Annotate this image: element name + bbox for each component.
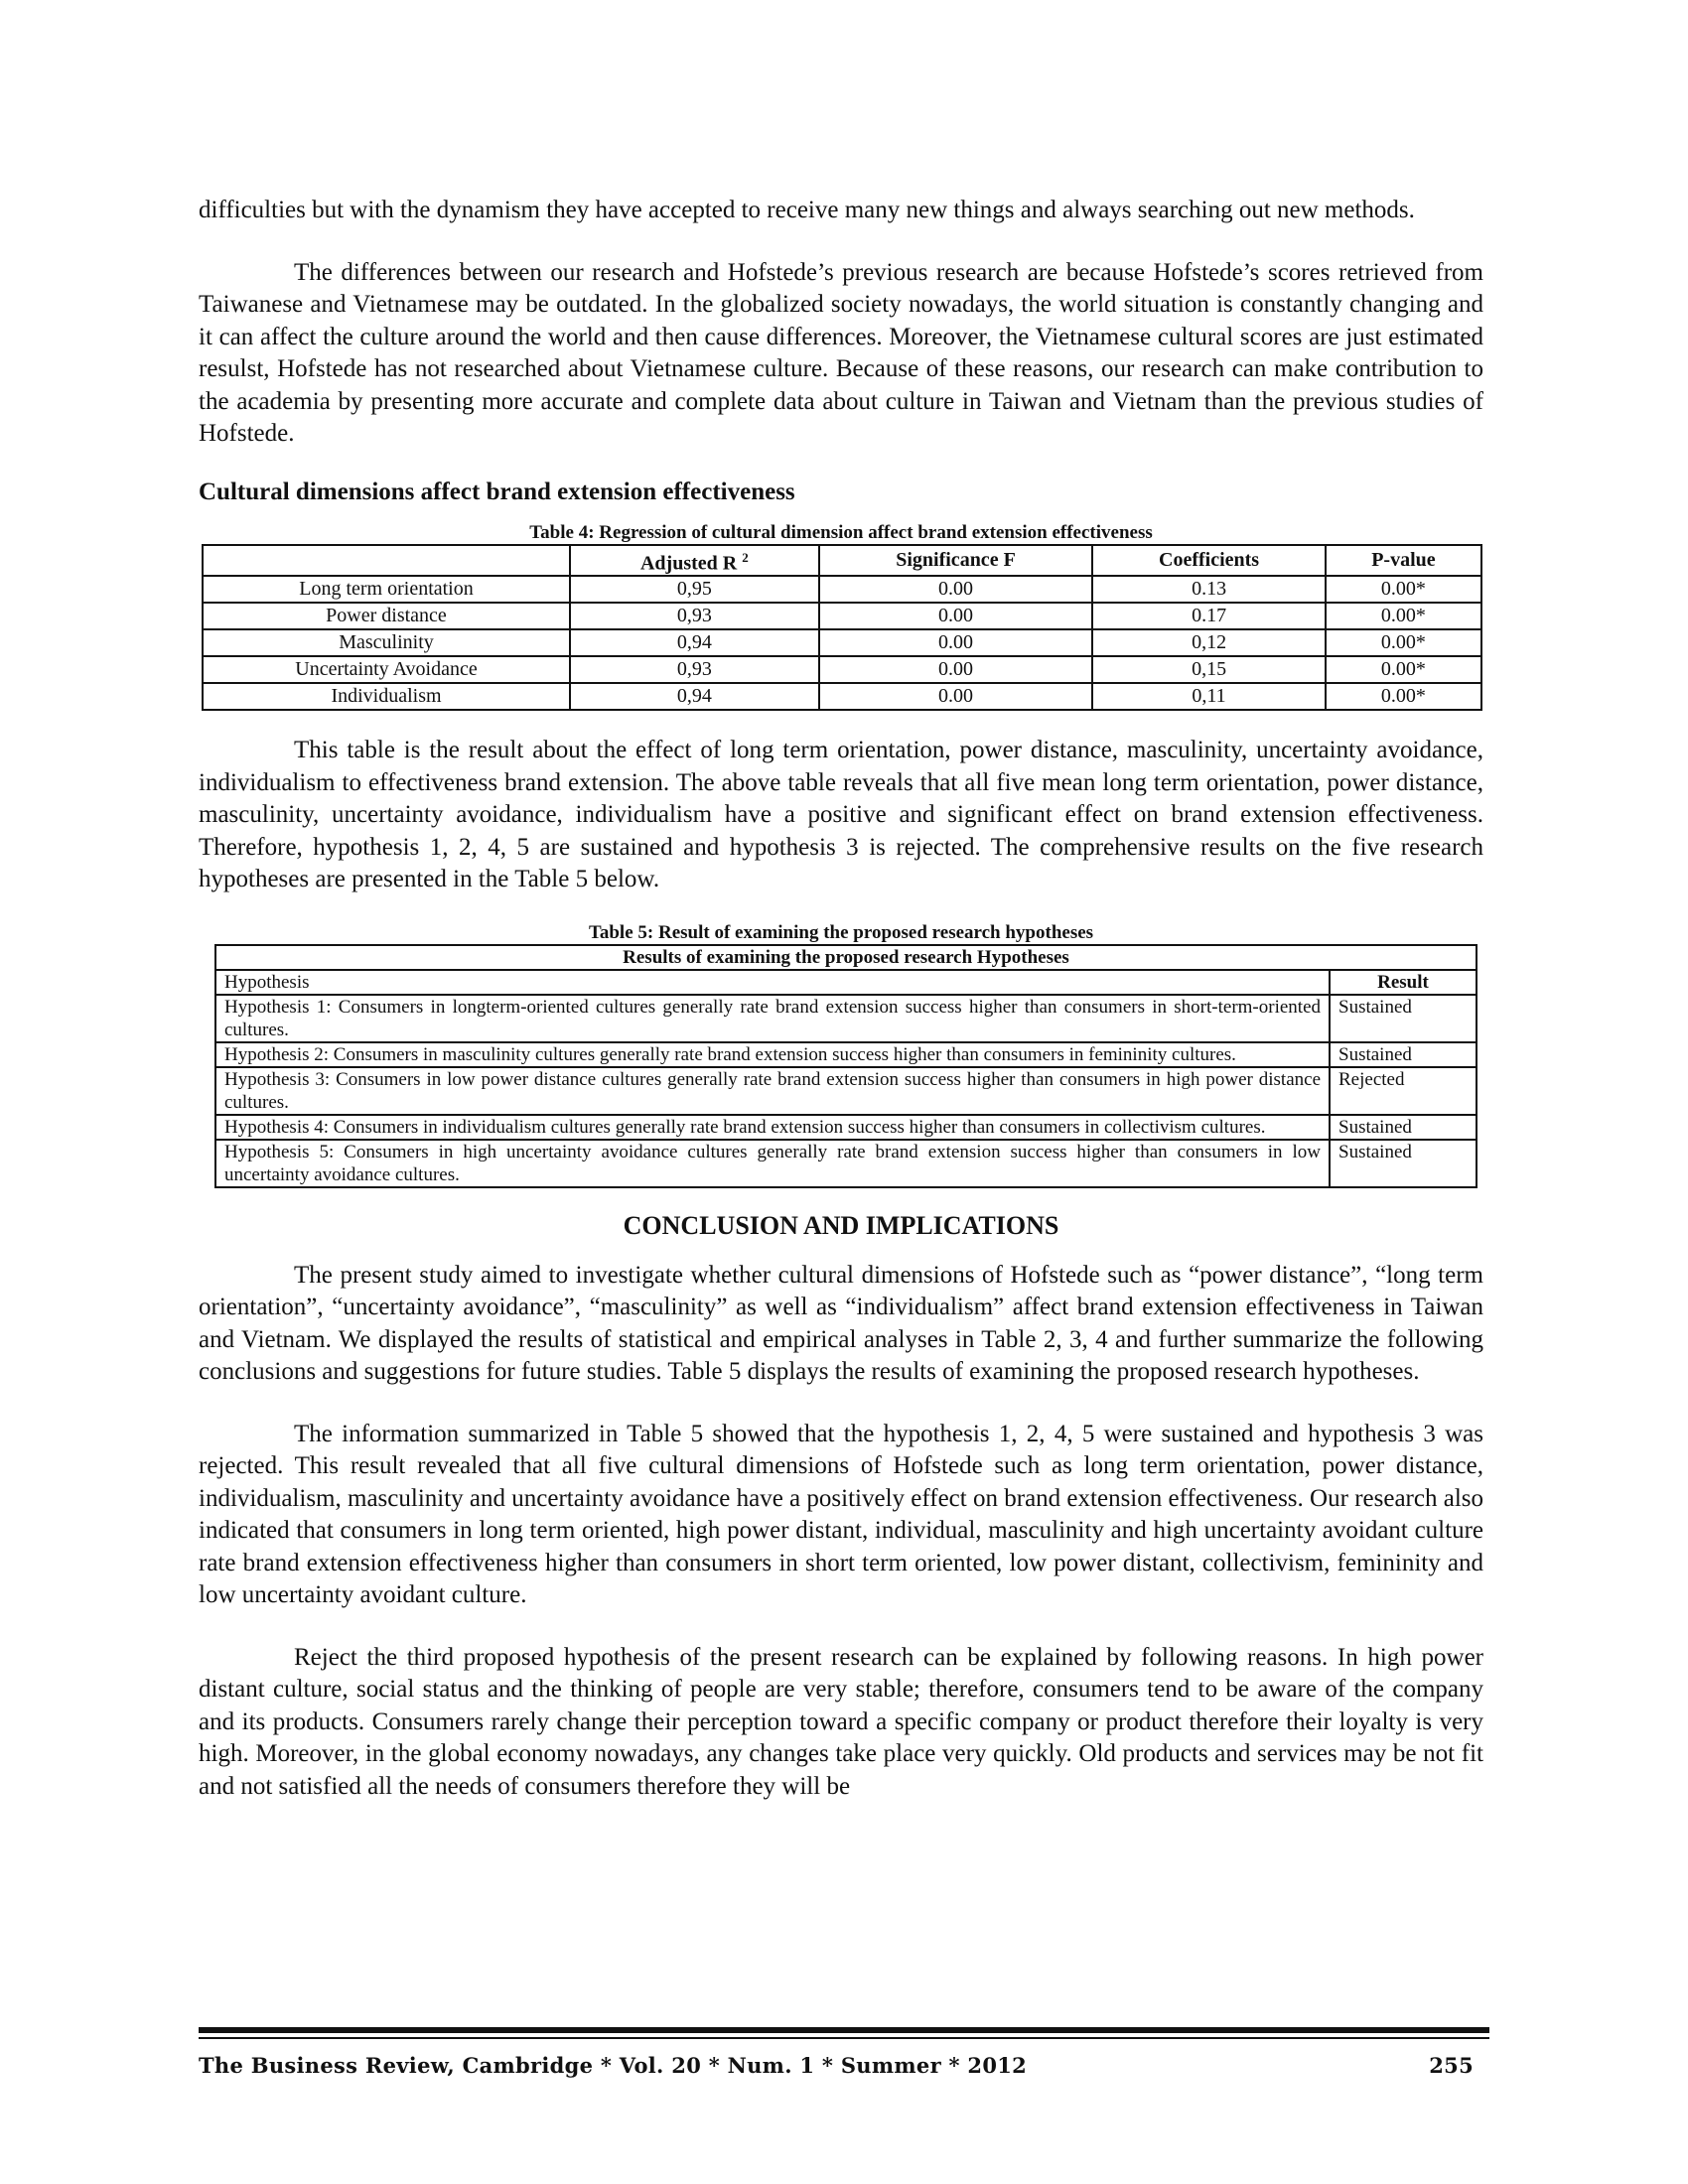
page-body <box>199 195 1483 1803</box>
table-cell: Sustained <box>1330 995 1477 1042</box>
table-cell: Rejected <box>1330 1067 1477 1115</box>
table-cell: 0,12 <box>1092 629 1326 656</box>
subheading-cultural-dimensions: Cultural dimensions affect brand extension effectiveness <box>199 478 795 505</box>
paragraph-conclusion-summary: The information summarized in Table 5 showed that the hypothesis 1, 2, 4, 5 were sustained and hypothesis 3 was rejected. This result revealed that all five cultural dimensions of Hofstede such as long term orientation, power distance, individualism, masculinity and uncertainty avoidance have a positively effect on brand extension effectiveness. Our research also indicated that consumers in long term oriented, high power distant, individual, masculinity and high uncertainty avoidant culture rate brand extension effectiveness higher than consumers in short term oriented, low power distant, collectivism, femininity and low uncertainty avoidant culture. <box>199 1420 1483 1609</box>
table-cell: 0,15 <box>1092 656 1326 683</box>
paragraph-conclusion-intro: The present study aimed to investigate whether cultural dimensions of Hofstede such as “power distance”, “long term orientation”, “uncertainty avoidance”, “masculinity” as well as “individualism” affect brand extension effectiveness in Taiwan and Vietnam. We displayed the results of statistical and empirical analyses in Table 2, 3, 4 and further summarize the following conclusions and suggestions for future studies. Table 5 displays the results of examining the proposed research hypotheses. <box>199 1261 1483 1386</box>
table-cell: 0,93 <box>570 603 819 629</box>
table5-span-header: Results of examining the proposed research Hypotheses <box>215 945 1477 970</box>
table-cell: 0.00 <box>819 656 1093 683</box>
table-cell: Uncertainty Avoidance <box>203 656 570 683</box>
table-cell: Sustained <box>1330 1042 1477 1067</box>
table-cell: Hypothesis 3: Consumers in low power distance cultures generally rate brand extension success higher than consumers in high power distance cultures. <box>215 1067 1330 1115</box>
table4-header-empty <box>203 545 570 577</box>
table-cell: 0.00* <box>1326 629 1481 656</box>
table-cell: Sustained <box>1330 1140 1477 1187</box>
table-row <box>215 1042 1477 1067</box>
table-cell: 0.00* <box>1326 576 1481 603</box>
table5-caption: Table 5: Result of examining the proposed research hypotheses <box>588 921 1094 943</box>
table-cell: Hypothesis 2: Consumers in masculinity cultures generally rate brand extension success higher than consumers in femininity cultures. <box>215 1042 1330 1067</box>
table5-span-header-row <box>215 945 1477 970</box>
table-cell: 0.17 <box>1092 603 1326 629</box>
table-cell: 0,94 <box>570 629 819 656</box>
table-cell: 0.00 <box>819 683 1093 710</box>
table-cell: Hypothesis 4: Consumers in individualism cultures generally rate brand extension success higher than consumers in collectivism cultures. <box>215 1115 1330 1140</box>
table-cell: 0.13 <box>1092 576 1326 603</box>
table-cell: 0.00 <box>819 629 1093 656</box>
table-cell: Long term orientation <box>203 576 570 603</box>
table-row <box>215 1140 1477 1187</box>
table-row <box>203 603 1481 629</box>
table4-header-superscript: 2 <box>742 549 749 565</box>
table4-header-coefficients: Coefficients <box>1092 545 1326 577</box>
table-cell: 0.00* <box>1326 603 1481 629</box>
table-row <box>203 656 1481 683</box>
table4-header-row <box>203 545 1481 577</box>
paragraph-hofstede-differences: The differences between our research and Hofstede’s previous research are because Hofstede’s scores retrieved from Taiwanese and Vietnamese may be outdated. In the globalized society nowadays, the world situation is constantly changing and it can affect the culture around the world and then cause differences. Moreover, the Vietnamese cultural scores are just estimated resulst, Hofstede has not researched about Vietnamese culture. Because of these reasons, our research can make contribution to the academia by presenting more accurate and complete data about culture in Taiwan and Vietnam than the previous studies of Hofstede. <box>199 258 1483 447</box>
table-cell: Sustained <box>1330 1115 1477 1140</box>
table-row <box>203 629 1481 656</box>
table-cell: 0,93 <box>570 656 819 683</box>
table-row <box>203 576 1481 603</box>
table-row <box>215 1067 1477 1115</box>
table-cell: 0.00 <box>819 576 1093 603</box>
table5-header-row <box>215 970 1477 995</box>
table4-header-significance: Significance F <box>819 545 1093 577</box>
footer-rule-thick <box>199 2027 1489 2033</box>
footer-journal: The Business Review, Cambridge * Vol. 20 * Num. 1 * Summer * 2012 <box>199 2053 1028 2078</box>
paragraph-hypothesis3-reasons: Reject the third proposed hypothesis of the present research can be explained by following reasons. In high power distant culture, social status and the thinking of people are very stable; therefore, consumers tend to be aware of the company and its products. Consumers rarely change their perception toward a specific company or product therefore their loyalty is very high. Moreover, in the global economy nowadays, any changes take place very quickly. Old products and services may be not fit and not satisfied all the needs of consumers therefore they will be <box>199 1643 1483 1800</box>
table-cell: 0,95 <box>570 576 819 603</box>
table-cell: Hypothesis 1: Consumers in longterm-oriented cultures generally rate brand extension success higher than consumers in short-term-oriented cultures. <box>215 995 1330 1042</box>
section-heading: CONCLUSION AND IMPLICATIONS <box>623 1210 1059 1240</box>
table4-header-pvalue: P-value <box>1326 545 1481 577</box>
footer-rule-thin <box>199 2037 1489 2039</box>
footer-page-number: 255 <box>1429 2053 1474 2078</box>
table-cell: Power distance <box>203 603 570 629</box>
table-cell: 0.00* <box>1326 656 1481 683</box>
footer-text-row <box>199 2053 1489 2078</box>
paragraph-continued: difficulties but with the dynamism they have accepted to receive many new things and always searching out new methods. <box>199 197 1415 223</box>
table4-header-adjusted-r <box>570 545 819 577</box>
table-cell: 0.00 <box>819 603 1093 629</box>
table-cell: Individualism <box>203 683 570 710</box>
table-row <box>215 995 1477 1042</box>
table-cell: Hypothesis 5: Consumers in high uncertainty avoidance cultures generally rate brand extension success higher than consumers in low uncertainty avoidance cultures. <box>215 1140 1330 1187</box>
table4-caption: Table 4: Regression of cultural dimension affect brand extension effectiveness <box>529 521 1153 543</box>
table-cell: 0,94 <box>570 683 819 710</box>
table-cell: Masculinity <box>203 629 570 656</box>
table-cell: 0,11 <box>1092 683 1326 710</box>
table-row <box>215 1115 1477 1140</box>
table-regression <box>202 544 1482 712</box>
paragraph-table4-discussion: This table is the result about the effect of long term orientation, power distance, masculinity, uncertainty avoidance, individualism to effectiveness brand extension. The above table reveals that all five mean long term orientation, power distance, masculinity, uncertainty avoidance, individualism have a positive and significant effect on brand extension effectiveness. Therefore, hypothesis 1, 2, 4, 5 are sustained and hypothesis 3 is rejected. The comprehensive results on the five research hypotheses are presented in the Table 5 below. <box>199 737 1483 893</box>
table4-header-adjusted-r-text: Adjusted R <box>639 552 738 575</box>
table5-header-result: Result <box>1330 970 1477 995</box>
table-cell: 0.00* <box>1326 683 1481 710</box>
table-hypotheses <box>214 944 1477 1188</box>
table5-header-hypothesis: Hypothesis <box>215 970 1330 995</box>
page-footer <box>199 2027 1489 2078</box>
table-row <box>203 683 1481 710</box>
